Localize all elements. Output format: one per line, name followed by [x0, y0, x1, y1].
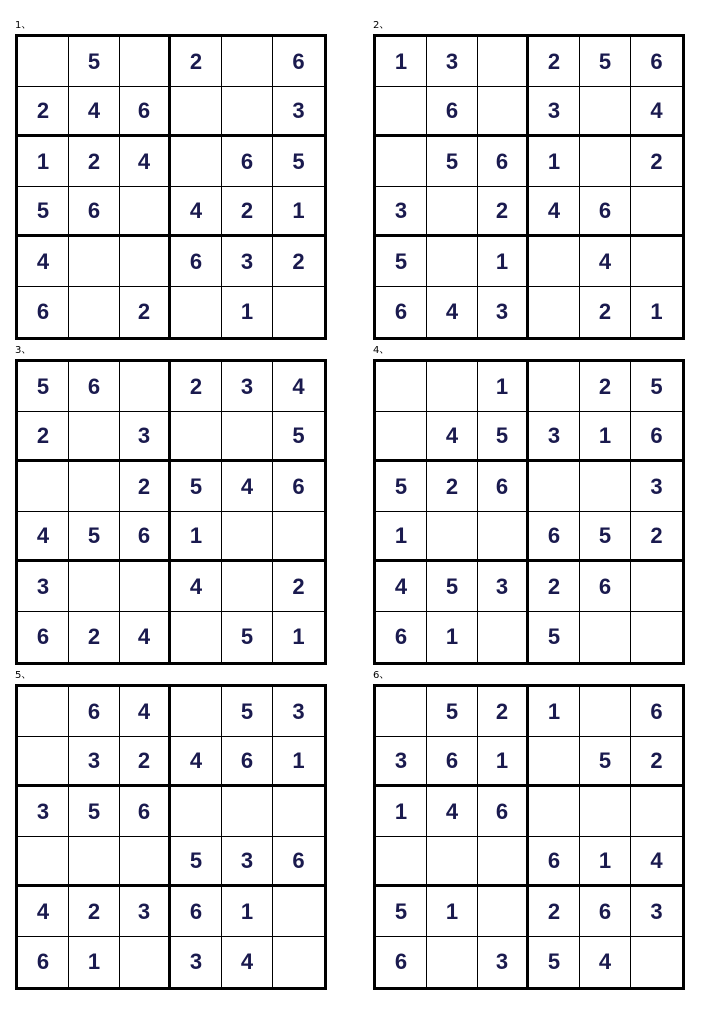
- sudoku-cell-given: 2: [69, 612, 120, 662]
- sudoku-cell-given: 5: [478, 412, 529, 462]
- sudoku-cell-empty[interactable]: [376, 412, 427, 462]
- sudoku-cell-given: 1: [376, 37, 427, 87]
- sudoku-cell-given: 4: [120, 137, 171, 187]
- sudoku-cell-empty[interactable]: [631, 937, 682, 987]
- sudoku-cell-empty[interactable]: [69, 412, 120, 462]
- sudoku-cell-empty[interactable]: [120, 237, 171, 287]
- sudoku-cell-given: 5: [18, 187, 69, 237]
- sudoku-cell-given: 4: [120, 687, 171, 737]
- sudoku-cell-empty[interactable]: [171, 612, 222, 662]
- puzzle-number-label: 6、: [373, 670, 390, 681]
- sudoku-cell-given: 4: [18, 512, 69, 562]
- sudoku-cell-given: 2: [631, 137, 682, 187]
- sudoku-cell-given: 5: [580, 37, 631, 87]
- sudoku-cell-empty[interactable]: [69, 562, 120, 612]
- sudoku-cell-given: 2: [631, 512, 682, 562]
- sudoku-cell-empty[interactable]: [171, 87, 222, 137]
- sudoku-cell-given: 3: [273, 687, 324, 737]
- sudoku-cell-given: 2: [580, 362, 631, 412]
- sudoku-cell-given: 6: [120, 87, 171, 137]
- sudoku-cell-empty[interactable]: [171, 412, 222, 462]
- sudoku-cell-given: 1: [376, 787, 427, 837]
- sudoku-cell-given: 3: [376, 737, 427, 787]
- sudoku-cell-empty[interactable]: [18, 737, 69, 787]
- sudoku-cell-given: 3: [478, 562, 529, 612]
- sudoku-cell-empty[interactable]: [580, 687, 631, 737]
- sudoku-cell-given: 1: [529, 137, 580, 187]
- sudoku-cell-given: 5: [18, 362, 69, 412]
- sudoku-cell-empty[interactable]: [171, 687, 222, 737]
- puzzle-number-label: 4、: [373, 345, 390, 356]
- sudoku-cell-empty[interactable]: [222, 787, 273, 837]
- sudoku-cell-given: 4: [18, 887, 69, 937]
- sudoku-cell-given: 1: [529, 687, 580, 737]
- sudoku-cell-given: 5: [529, 612, 580, 662]
- sudoku-cell-empty[interactable]: [273, 887, 324, 937]
- sudoku-cell-given: 5: [580, 512, 631, 562]
- sudoku-cell-given: 1: [376, 512, 427, 562]
- sudoku-cell-empty[interactable]: [631, 187, 682, 237]
- sudoku-cell-given: 3: [222, 362, 273, 412]
- sudoku-cell-given: 2: [529, 37, 580, 87]
- sudoku-cell-given: 4: [427, 787, 478, 837]
- sudoku-cell-given: 4: [631, 837, 682, 887]
- sudoku-cell-given: 2: [120, 737, 171, 787]
- sudoku-cell-given: 3: [478, 937, 529, 987]
- sudoku-cell-empty[interactable]: [427, 512, 478, 562]
- sudoku-cell-empty[interactable]: [222, 512, 273, 562]
- sudoku-cell-empty[interactable]: [171, 787, 222, 837]
- sudoku-cell-given: 4: [273, 362, 324, 412]
- sudoku-cell-given: 2: [222, 187, 273, 237]
- sudoku-cell-given: 6: [580, 562, 631, 612]
- sudoku-cell-given: 5: [376, 462, 427, 512]
- sudoku-cell-given: 6: [376, 612, 427, 662]
- sudoku-cell-given: 3: [529, 412, 580, 462]
- sudoku-cell-given: 1: [171, 512, 222, 562]
- sudoku-cell-given: 2: [120, 462, 171, 512]
- sudoku-cell-given: 6: [69, 687, 120, 737]
- sudoku-cell-given: 2: [273, 562, 324, 612]
- sudoku-cell-given: 5: [376, 237, 427, 287]
- sudoku-grid: [373, 359, 685, 665]
- sudoku-cell-given: 5: [222, 612, 273, 662]
- sudoku-grid: [15, 684, 327, 990]
- sudoku-cell-empty[interactable]: [171, 287, 222, 337]
- sudoku-cell-empty[interactable]: [69, 287, 120, 337]
- sudoku-cell-given: 1: [273, 187, 324, 237]
- sudoku-cell-given: 6: [273, 837, 324, 887]
- sudoku-cell-given: 4: [69, 87, 120, 137]
- sudoku-cell-empty[interactable]: [427, 237, 478, 287]
- sudoku-cell-given: 1: [580, 412, 631, 462]
- puzzle-number-label: 5、: [15, 670, 32, 681]
- sudoku-cell-empty[interactable]: [529, 237, 580, 287]
- sudoku-cell-given: 4: [376, 562, 427, 612]
- sudoku-cell-given: 6: [580, 187, 631, 237]
- sudoku-cell-given: 6: [273, 37, 324, 87]
- sudoku-cell-given: 1: [273, 737, 324, 787]
- sudoku-cell-empty[interactable]: [171, 137, 222, 187]
- sudoku-cell-given: 3: [69, 737, 120, 787]
- sudoku-cell-given: 6: [69, 187, 120, 237]
- sudoku-cell-empty[interactable]: [580, 462, 631, 512]
- sudoku-cell-given: 2: [631, 737, 682, 787]
- sudoku-cell-given: 4: [222, 462, 273, 512]
- sudoku-cell-given: 3: [376, 187, 427, 237]
- sudoku-cell-given: 4: [222, 937, 273, 987]
- sudoku-cell-given: 1: [222, 887, 273, 937]
- sudoku-cell-given: 4: [120, 612, 171, 662]
- sudoku-grid: [15, 359, 327, 665]
- sudoku-cell-given: 3: [478, 287, 529, 337]
- sudoku-cell-empty[interactable]: [120, 187, 171, 237]
- sudoku-cell-empty[interactable]: [478, 612, 529, 662]
- sudoku-cell-given: 6: [427, 87, 478, 137]
- sudoku-cell-given: 2: [273, 237, 324, 287]
- sudoku-cell-empty[interactable]: [631, 612, 682, 662]
- sudoku-cell-given: 6: [631, 37, 682, 87]
- sudoku-cell-empty[interactable]: [273, 512, 324, 562]
- sudoku-cell-empty[interactable]: [580, 612, 631, 662]
- sudoku-cell-given: 6: [120, 512, 171, 562]
- puzzle-number-label: 3、: [15, 345, 32, 356]
- sudoku-cell-given: 6: [376, 937, 427, 987]
- sudoku-cell-given: 3: [631, 887, 682, 937]
- sudoku-cell-given: 4: [427, 287, 478, 337]
- sudoku-cell-given: 2: [171, 362, 222, 412]
- sudoku-cell-empty[interactable]: [529, 287, 580, 337]
- sudoku-cell-given: 2: [529, 562, 580, 612]
- sudoku-cell-given: 4: [171, 187, 222, 237]
- sudoku-cell-given: 2: [427, 462, 478, 512]
- sudoku-cell-empty[interactable]: [69, 237, 120, 287]
- sudoku-cell-given: 6: [529, 512, 580, 562]
- sudoku-grid: [373, 684, 685, 990]
- sudoku-cell-given: 6: [580, 887, 631, 937]
- sudoku-cell-empty[interactable]: [69, 462, 120, 512]
- sudoku-cell-empty[interactable]: [478, 87, 529, 137]
- sudoku-cell-given: 6: [273, 462, 324, 512]
- sudoku-cell-given: 5: [69, 37, 120, 87]
- sudoku-cell-given: 6: [171, 237, 222, 287]
- sudoku-cell-empty[interactable]: [376, 87, 427, 137]
- sudoku-cell-given: 3: [273, 87, 324, 137]
- sudoku-cell-given: 2: [69, 887, 120, 937]
- sudoku-cell-given: 5: [222, 687, 273, 737]
- sudoku-cell-given: 1: [292, 624, 305, 649]
- sudoku-cell-given: 2: [120, 287, 171, 337]
- sudoku-cell-given: 1: [478, 737, 529, 787]
- sudoku-cell-empty[interactable]: [376, 362, 427, 412]
- sudoku-cell-given: 5: [171, 837, 222, 887]
- sudoku-cell-given: 6: [18, 287, 69, 337]
- sudoku-cell-empty[interactable]: [478, 837, 529, 887]
- sudoku-cell-empty[interactable]: [631, 237, 682, 287]
- sudoku-cell-given: 4: [427, 412, 478, 462]
- sudoku-cell-given: 5: [69, 787, 120, 837]
- sudoku-cell-given: 1: [478, 362, 529, 412]
- sudoku-cell-given: 4: [171, 562, 222, 612]
- sudoku-cell-given: 1: [650, 299, 663, 324]
- sudoku-cell-empty[interactable]: [529, 362, 580, 412]
- sudoku-cell-given: 5: [529, 937, 580, 987]
- sudoku-cell-given: 3: [120, 887, 171, 937]
- sudoku-cell-given: 2: [529, 887, 580, 937]
- sudoku-grid: [373, 34, 685, 340]
- sudoku-cell-empty[interactable]: [580, 87, 631, 137]
- sudoku-cell-given: 5: [427, 562, 478, 612]
- sudoku-cell-empty[interactable]: [273, 937, 324, 987]
- sudoku-cell-empty[interactable]: [580, 787, 631, 837]
- sudoku-cell-given: 6: [171, 887, 222, 937]
- sudoku-cell-given: 1: [427, 887, 478, 937]
- sudoku-cell-given: 3: [18, 787, 69, 837]
- sudoku-cell-given: 3: [222, 837, 273, 887]
- sudoku-cell-given: 5: [427, 137, 478, 187]
- sudoku-cell-given: 4: [171, 737, 222, 787]
- sudoku-cell-given: 3: [222, 237, 273, 287]
- puzzle-number-label: 2、: [373, 20, 390, 31]
- sudoku-cell-empty[interactable]: [18, 837, 69, 887]
- sudoku-cell-empty[interactable]: [376, 137, 427, 187]
- sudoku-cell-given: 4: [529, 187, 580, 237]
- sudoku-cell-given: 1: [69, 937, 120, 987]
- sudoku-cell-empty[interactable]: [120, 37, 171, 87]
- sudoku-cell-empty[interactable]: [427, 837, 478, 887]
- sudoku-cell-empty[interactable]: [376, 687, 427, 737]
- sudoku-cell-empty[interactable]: [427, 187, 478, 237]
- sudoku-cell-empty[interactable]: [120, 837, 171, 887]
- sudoku-cell-empty[interactable]: [273, 787, 324, 837]
- sudoku-cell-given: 6: [69, 362, 120, 412]
- sudoku-cell-given: 6: [427, 737, 478, 787]
- sudoku-cell-empty[interactable]: [222, 562, 273, 612]
- sudoku-cell-given: 6: [222, 137, 273, 187]
- sudoku-cell-given: 2: [69, 137, 120, 187]
- sudoku-cell-empty[interactable]: [18, 687, 69, 737]
- sudoku-cell-empty[interactable]: [478, 887, 529, 937]
- sudoku-cell-empty[interactable]: [529, 787, 580, 837]
- sudoku-cell-given: 2: [478, 187, 529, 237]
- sudoku-cell-given: 6: [478, 787, 529, 837]
- sudoku-cell-given: 6: [222, 737, 273, 787]
- sudoku-cell-given: 6: [120, 787, 171, 837]
- sudoku-cell-given: 6: [478, 462, 529, 512]
- sudoku-cell-given: 4: [580, 237, 631, 287]
- sudoku-cell-given: 6: [529, 837, 580, 887]
- sudoku-cell-empty[interactable]: [69, 837, 120, 887]
- sudoku-cell-given: 5: [69, 512, 120, 562]
- sudoku-cell-empty[interactable]: [478, 37, 529, 87]
- sudoku-cell-given: 6: [18, 937, 69, 987]
- sudoku-cell-given: 2: [580, 287, 631, 337]
- sudoku-cell-given: 6: [376, 287, 427, 337]
- sudoku-cell-given: 4: [580, 937, 631, 987]
- sudoku-cell-given: 1: [580, 837, 631, 887]
- sudoku-cell-given: 5: [273, 137, 324, 187]
- sudoku-cell-given: 3: [120, 412, 171, 462]
- sudoku-cell-given: 1: [478, 237, 529, 287]
- sudoku-cell-given: 1: [222, 287, 273, 337]
- sudoku-cell-given: 6: [631, 687, 682, 737]
- sudoku-cell-given: 4: [631, 87, 682, 137]
- sudoku-cell-empty[interactable]: [120, 362, 171, 412]
- sudoku-grid: [15, 34, 327, 340]
- sudoku-cell-given: 5: [376, 887, 427, 937]
- sudoku-cell-given: 1: [427, 612, 478, 662]
- sudoku-cell-empty[interactable]: [376, 837, 427, 887]
- sudoku-cell-given: 5: [580, 737, 631, 787]
- sudoku-cell-given: 5: [273, 412, 324, 462]
- sudoku-cell-empty[interactable]: [120, 937, 171, 987]
- sudoku-cell-empty[interactable]: [427, 937, 478, 987]
- sudoku-cell-given: 3: [171, 937, 222, 987]
- sudoku-cell-empty[interactable]: [18, 37, 69, 87]
- sudoku-cell-given: 5: [427, 687, 478, 737]
- sudoku-cell-given: 2: [18, 87, 69, 137]
- sudoku-cell-given: 2: [478, 687, 529, 737]
- sudoku-cell-given: 3: [529, 87, 580, 137]
- sudoku-cell-empty[interactable]: [529, 462, 580, 512]
- sudoku-cell-given: 3: [631, 462, 682, 512]
- sudoku-cell-empty[interactable]: [631, 562, 682, 612]
- sudoku-cell-given: 2: [18, 412, 69, 462]
- sudoku-cell-empty[interactable]: [529, 737, 580, 787]
- sudoku-cell-given: 4: [18, 237, 69, 287]
- sudoku-cell-empty[interactable]: [631, 787, 682, 837]
- sudoku-cell-empty[interactable]: [580, 137, 631, 187]
- sudoku-cell-empty[interactable]: [222, 87, 273, 137]
- sudoku-cell-given: 1: [18, 137, 69, 187]
- sudoku-cell-empty[interactable]: [222, 37, 273, 87]
- puzzle-number-label: 1、: [15, 20, 32, 31]
- sudoku-cell-given: 3: [427, 37, 478, 87]
- sudoku-cell-empty[interactable]: [427, 362, 478, 412]
- sudoku-cell-given: 2: [171, 37, 222, 87]
- sudoku-cell-given: 5: [631, 362, 682, 412]
- sudoku-cell-given: 6: [478, 137, 529, 187]
- sudoku-cell-empty[interactable]: [273, 287, 324, 337]
- sudoku-cell-given: 6: [18, 612, 69, 662]
- sudoku-cell-given: 5: [171, 462, 222, 512]
- sudoku-cell-empty[interactable]: [18, 462, 69, 512]
- sudoku-cell-given: 6: [631, 412, 682, 462]
- sudoku-cell-empty[interactable]: [478, 512, 529, 562]
- sudoku-cell-given: 3: [18, 562, 69, 612]
- sudoku-cell-empty[interactable]: [222, 412, 273, 462]
- sudoku-cell-empty[interactable]: [120, 562, 171, 612]
